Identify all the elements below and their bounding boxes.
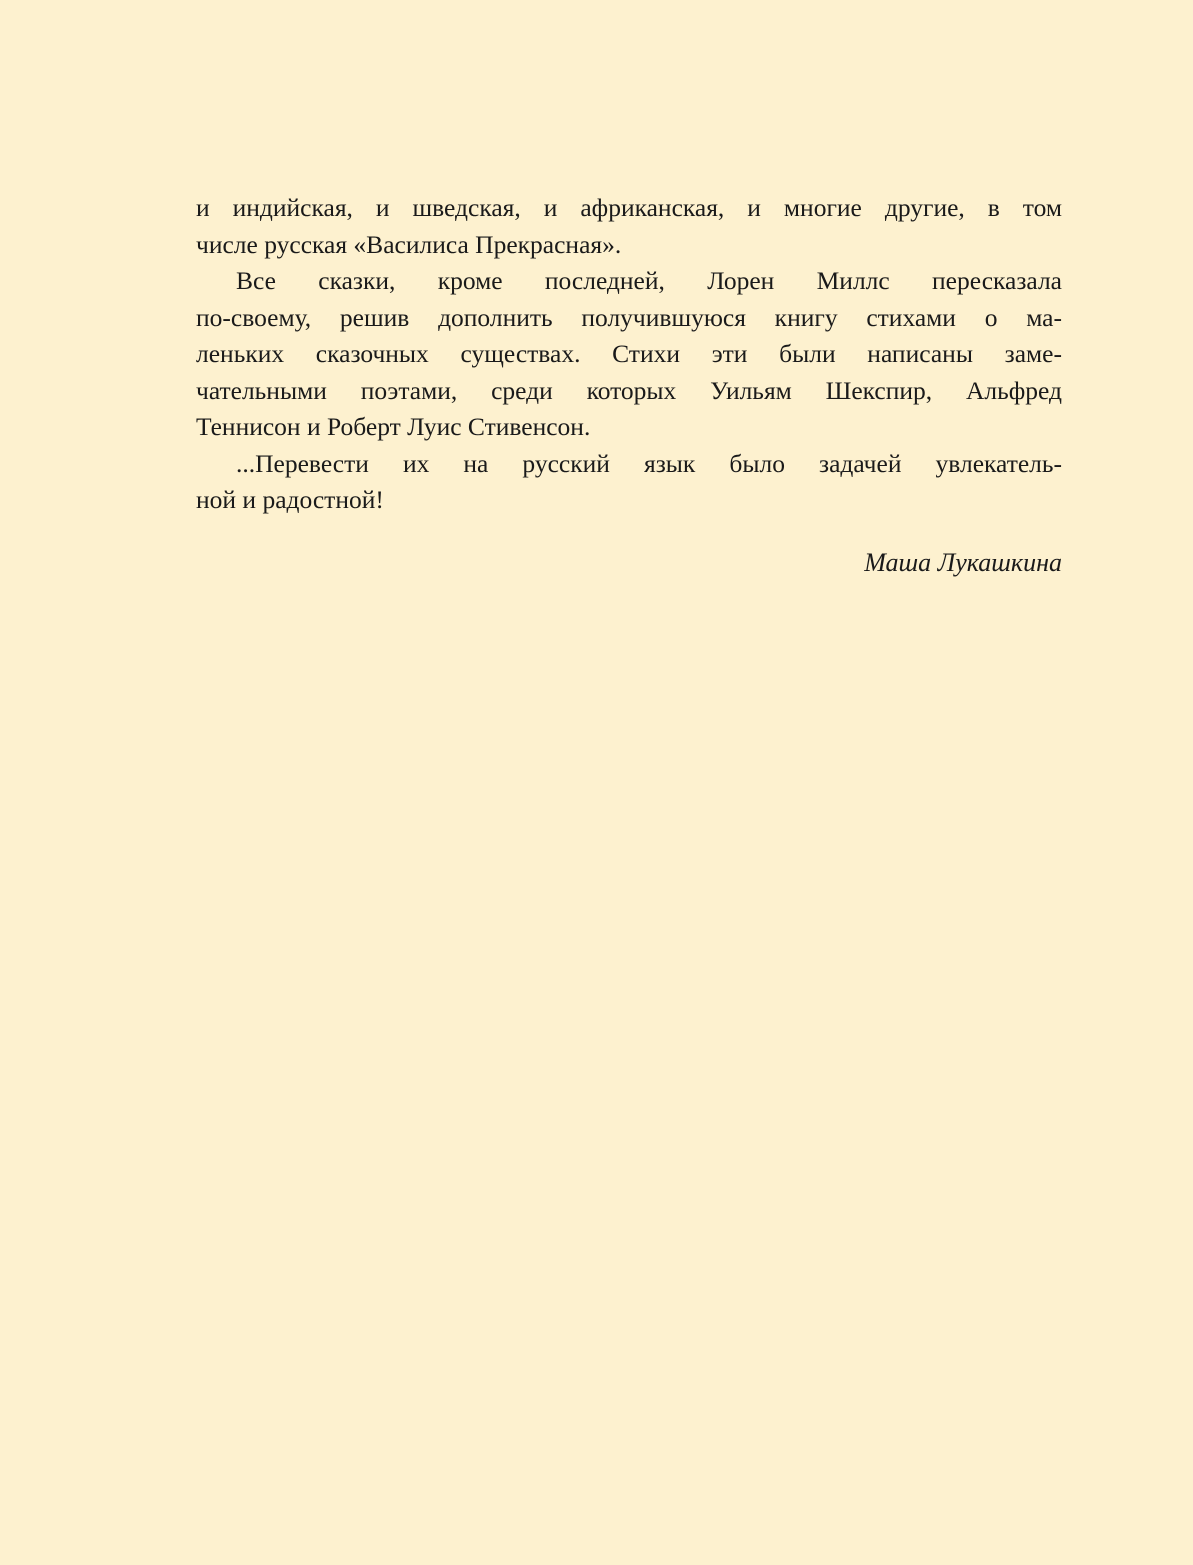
paragraph-2-line-3: леньких сказочных существах. Стихи эти были написаны заме- [196,339,1062,368]
paragraph-2-line-2: по-своему, решив дополнить получившуюся книгу стихами о ма- [196,302,1062,332]
body-text [196,190,1062,519]
author-signature: Маша Лукашкина [864,548,1062,577]
paragraph-3-line-2: ной и радостной! [196,485,384,514]
paragraph-2-line-4: чательными поэтами, среди которых Уильям Шекспир, Альфред [196,375,1062,405]
paragraph-2-line-1: Все сказки, кроме последней, Лорен Миллс пересказала [236,266,1062,295]
paragraph-3-line-1: ...Перевести их на русский язык было задачей увлекатель- [236,448,1062,478]
paragraph-1-line-2: числе русская «Василиса Прекрасная». [196,229,622,259]
paragraph-1-line-1: и индийская, и шведская, и африканская, и многие другие, в том [196,193,1062,222]
paragraph-2-line-5: Теннисон и Роберт Луис Стивенсон. [196,412,591,441]
